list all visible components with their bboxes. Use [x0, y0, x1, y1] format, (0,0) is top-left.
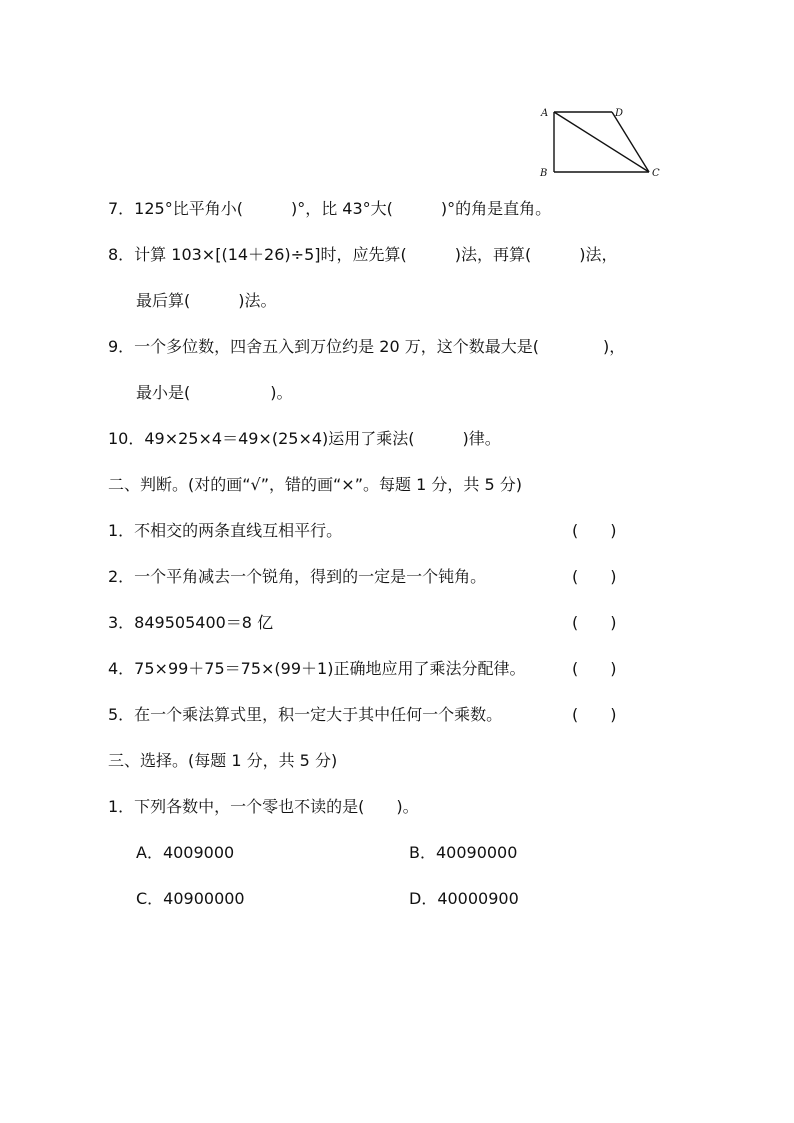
question-7: 7．125°比平角小( )°，比 43°大( )°的角是直角。: [108, 199, 552, 218]
trapezoid-diagram: [536, 104, 666, 180]
option-d[interactable]: D．40000900: [409, 889, 519, 908]
option-b[interactable]: B．40090000: [409, 843, 518, 862]
judge-item-5-text: 5．在一个乘法算式里，积一定大于其中任何一个乘数。: [108, 705, 503, 724]
edge-dc: [612, 112, 649, 172]
section-3-title: 三、选择。(每题 1 分，共 5 分): [108, 751, 338, 770]
label-a: A: [541, 108, 549, 119]
trapezoid-figure: [536, 104, 666, 180]
question-9-line-2: 最小是( )。: [136, 383, 293, 402]
option-a[interactable]: A．4009000: [136, 843, 235, 862]
judge-item-4-answer[interactable]: ( ): [572, 659, 617, 678]
question-8-line-2: 最后算( )法。: [136, 291, 277, 310]
question-8-line-1: 8．计算 103×[(14＋26)÷5]时，应先算( )法，再算( )法，: [108, 245, 618, 264]
section-2-title: 二、判断。(对的画“√”，错的画“×”。每题 1 分，共 5 分): [108, 475, 522, 494]
judge-item-1-text: 1．不相交的两条直线互相平行。: [108, 521, 343, 540]
judge-item-3-answer[interactable]: ( ): [572, 613, 617, 632]
question-10: 10．49×25×4＝49×(25×4)运用了乘法( )律。: [108, 429, 501, 448]
diagonal-ac: [554, 112, 649, 172]
judge-item-2-answer[interactable]: ( ): [572, 567, 617, 586]
judge-item-4-text: 4．75×99＋75＝75×(99＋1)正确地应用了乘法分配律。: [108, 659, 526, 678]
label-c: C: [652, 168, 660, 179]
judge-item-5-answer[interactable]: ( ): [572, 705, 617, 724]
label-b: B: [540, 168, 548, 179]
judge-item-1-answer[interactable]: ( ): [572, 521, 617, 540]
label-d: D: [615, 108, 624, 119]
option-c[interactable]: C．40900000: [136, 889, 245, 908]
judge-item-2-text: 2．一个平角减去一个锐角，得到的一定是一个钝角。: [108, 567, 487, 586]
choice-question-1: 1．下列各数中，一个零也不读的是( )。: [108, 797, 419, 816]
question-9-line-1: 9．一个多位数，四舍五入到万位约是 20 万，这个数最大是( )，: [108, 337, 626, 356]
judge-item-3-text: 3．849505400＝8 亿: [108, 613, 274, 632]
